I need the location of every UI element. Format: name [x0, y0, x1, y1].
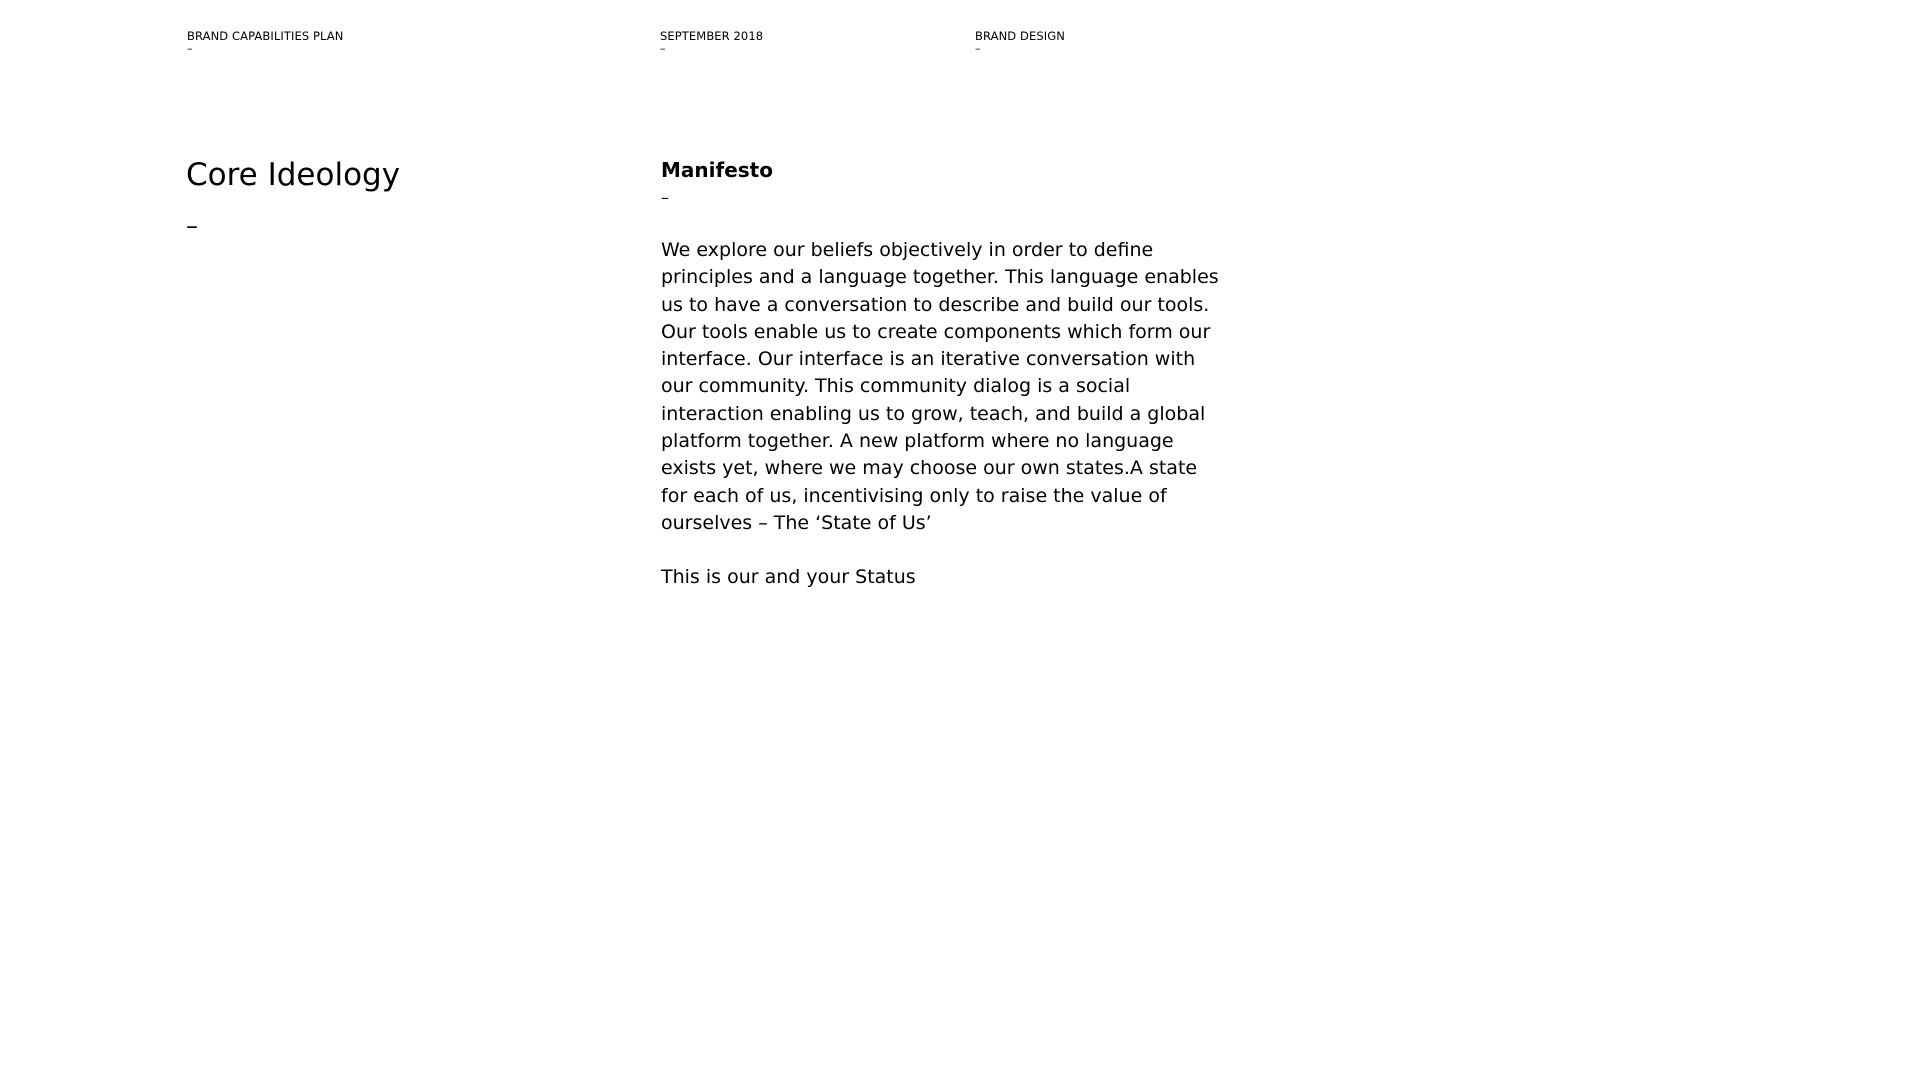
header-department: [975, 29, 1065, 55]
header-department-label: BRAND DESIGN: [975, 29, 1065, 43]
manifesto-dash: –: [661, 188, 669, 207]
manifesto-heading: Manifesto: [661, 158, 773, 182]
manifesto-closing: This is our and your Status: [661, 566, 916, 589]
manifesto-article: [661, 156, 1221, 610]
header-date-label: SEPTEMBER 2018: [660, 29, 764, 43]
header-date: [660, 29, 763, 55]
header-plan: [187, 29, 343, 55]
header-plan-label: BRAND CAPABILITIES PLAN: [187, 29, 344, 43]
section-dash: –: [186, 212, 198, 240]
header-date-dash: –: [660, 42, 666, 55]
manifesto-body: We explore our beliefs objectively in order to define principles and a language together. This language enables us to have a conversation to describe and build our tools. Our tools enable us to create components which form our interface. Our interface is an iterative conversation with our community. This community dialog is a social interaction enabling us to grow, teach, and build a global platform together. A new platform where no language exists yet, where we may choose our own states.A state for each of us, incentivising only to raise the value of ourselves – The ‘State of Us’: [661, 239, 1219, 534]
header-plan-dash: –: [187, 42, 193, 55]
header-department-dash: –: [975, 42, 981, 55]
section-title: Core Ideology: [186, 157, 401, 193]
